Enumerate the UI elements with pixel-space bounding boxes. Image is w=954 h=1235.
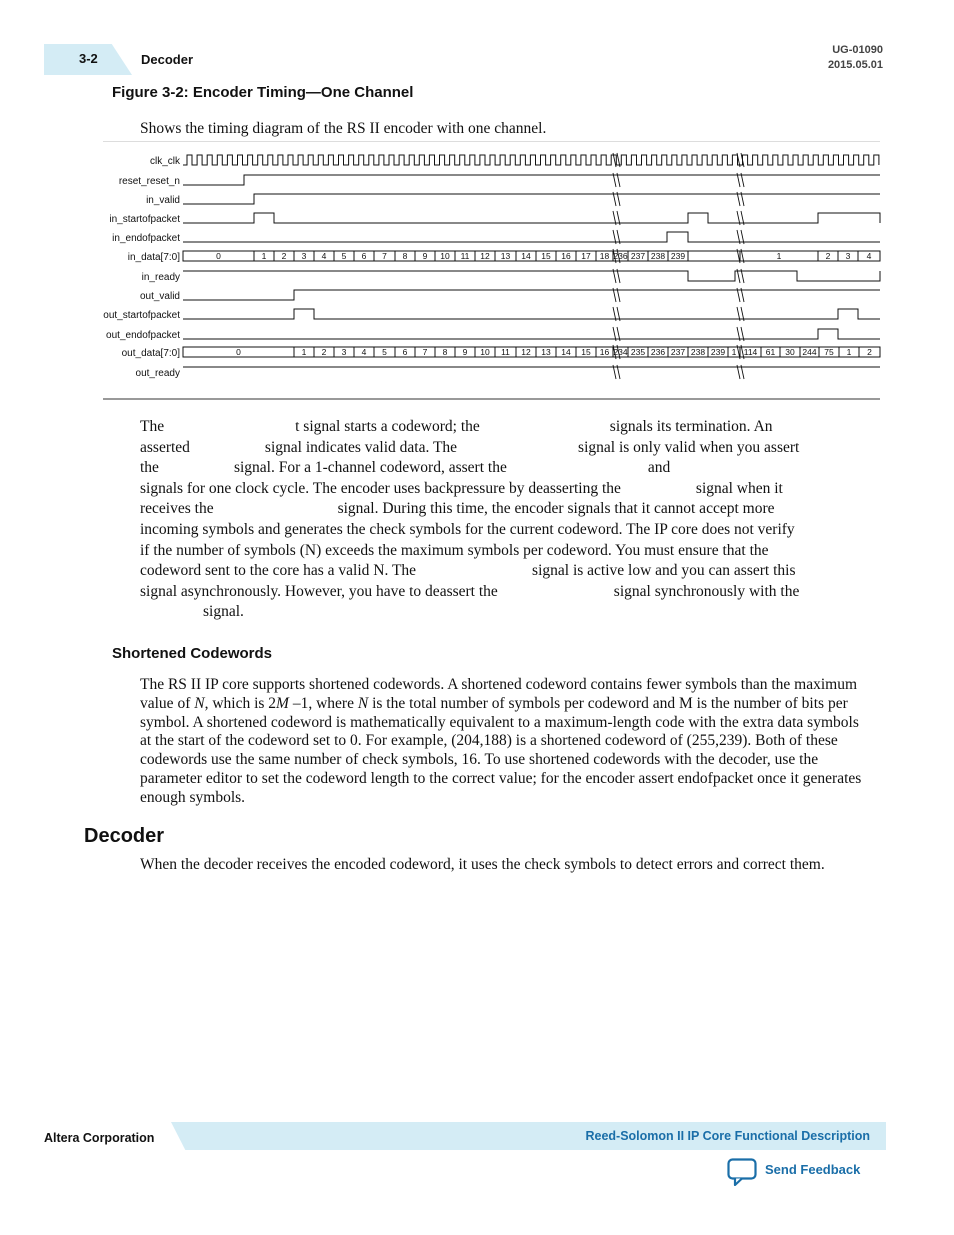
in-data-label: 17 [581, 251, 591, 261]
in-data-label: 16 [561, 251, 571, 261]
signal-label: in_startofpacket [109, 214, 180, 225]
out-data-label: 14 [561, 347, 571, 357]
in-data-label: 1 [776, 251, 782, 261]
signal-label: in_endofpacket [112, 233, 180, 244]
in-data-label: 237 [630, 251, 646, 261]
out-data-label: 4 [361, 347, 367, 357]
p1-line: receives the signal. During this time, the encoder signals that it cannot accept more [140, 500, 775, 518]
p1-line: signals for one clock cycle. The encoder uses backpressure by deasserting the signal when it [140, 479, 783, 497]
in-data-cell [688, 251, 740, 261]
paragraph-encoder-signals [140, 417, 867, 623]
p1-line: the signal. For a 1-channel codeword, assert the and [140, 459, 671, 477]
section-title: Decoder [141, 52, 194, 67]
out-data-label: 235 [630, 347, 646, 357]
signal-label: in_ready [141, 272, 180, 283]
figure-title: Figure 3-2: Encoder Timing—One Channel [112, 84, 414, 101]
in-data-label: 9 [422, 251, 428, 261]
figure-description: Shows the timing diagram of the RS II encoder with one channel. [140, 120, 547, 137]
out-data-label: 5 [382, 347, 387, 357]
waveform-out-valid [183, 290, 880, 300]
p1-line: signal asynchronously. However, you have to deassert the signal synchronously with the [140, 582, 800, 600]
section-number: 3-2 [79, 51, 98, 66]
in-data-label: 4 [866, 251, 872, 261]
in-data-label: 8 [402, 251, 408, 261]
signal-label: out_data[7:0] [121, 348, 180, 359]
out-data-label: 236 [650, 347, 666, 357]
in-data-label: 239 [670, 251, 686, 261]
out-data-label: 0 [236, 347, 241, 357]
out-data-label: 9 [462, 347, 468, 357]
out-data-label: 239 [710, 347, 726, 357]
signal-label: out_endofpacket [106, 330, 180, 341]
signal-label: out_valid [139, 291, 180, 302]
speech-bubble-icon[interactable] [727, 1158, 759, 1186]
in-data-label: 10 [440, 251, 450, 261]
waveform-in-ready [183, 271, 880, 281]
out-data-label: 11 [501, 347, 510, 357]
waveform-in-sop [183, 213, 880, 223]
waveform-in-valid [183, 194, 880, 204]
waveform-out-sop [183, 309, 880, 319]
in-data-label: 1 [261, 251, 267, 261]
signal-label: out_startofpacket [103, 310, 180, 321]
send-feedback-link[interactable]: Send Feedback [765, 1162, 861, 1177]
out-data-label: 114 [743, 347, 758, 357]
paragraph-shortened-codewords: The RS II IP core supports shortened codewords. A shortened codeword contains fewer symbols than the maximum value of N, which is 2M –1, where N is the total number of symbols per codeword and M is the number of bits per symbol. A shortened codeword is mathematically equivalent to a maximum-length code with the extra data symbols at the start of the codeword set to 0. For example, (204,188) is a shortened codeword of (255,239). Both of these codewords use the same number of check symbols, 16. To use shortened codewords with the decoder, use the parameter editor to set the codeword length to the correct value; for the encoder assert endofpacket once it generates enough symbols. [140, 676, 862, 806]
out-data-label: 244 [802, 347, 817, 357]
footer-doc-title[interactable]: Reed-Solomon II IP Core Functional Description [585, 1129, 870, 1143]
in-data-label: 2 [825, 251, 831, 261]
in-data-label: 236 [613, 251, 628, 261]
signal-label: clk_clk [149, 156, 180, 167]
out-data-label: 234 [613, 347, 628, 357]
in-data-label: 2 [281, 251, 287, 261]
in-data-label: 18 [599, 251, 610, 261]
out-data-label: 238 [690, 347, 706, 357]
out-data-label: 237 [670, 347, 686, 357]
in-data-label: 0 [216, 251, 221, 261]
company-name: Altera Corporation [44, 1131, 155, 1145]
p1-line: incoming symbols and generates the check symbols for the current codeword. The IP core does not verify [140, 520, 795, 538]
waveform-in-eop [183, 232, 880, 242]
in-data-label: 15 [541, 251, 551, 261]
in-data-label: 13 [500, 251, 511, 261]
out-data-label: 7 [422, 347, 428, 357]
out-data-label: 16 [599, 347, 610, 357]
p1-line: asserted signal indicates valid data. The signal is only valid when you assert [140, 438, 800, 456]
in-data-label: 3 [845, 251, 851, 261]
in-data-label: 4 [321, 251, 327, 261]
paragraph-decoder: When the decoder receives the encoded codeword, it uses the check symbols to detect errors and correct them. [140, 856, 825, 873]
in-data-label: 7 [382, 251, 387, 261]
out-data-label: 2 [867, 347, 872, 357]
out-data-label: 3 [341, 347, 347, 357]
out-data-label: 12 [521, 347, 531, 357]
out-data-label: 75 [824, 347, 834, 357]
p1-line: signal. [203, 603, 244, 621]
p1-line: The t signal starts a codeword; the signals its termination. An [140, 418, 773, 435]
signal-label: out_ready [135, 368, 180, 379]
in-data-label: 14 [521, 251, 531, 261]
in-data-label: 238 [650, 251, 666, 261]
subsection-title: Shortened Codewords [112, 645, 273, 662]
p1-line: codeword sent to the core has a valid N. The signal is active low and you can assert this [140, 562, 796, 580]
clock-waveform [183, 155, 879, 165]
doc-date: 2015.05.01 [827, 59, 883, 71]
out-data-label: 6 [402, 347, 408, 357]
section-heading-decoder: Decoder [84, 825, 165, 847]
in-data-label: 3 [301, 251, 307, 261]
signal-label: in_data[7:0] [127, 252, 180, 263]
out-data-label: 30 [785, 347, 795, 357]
out-data-label: 1 [731, 347, 737, 357]
doc-info [828, 43, 883, 73]
waveform-reset [183, 175, 880, 185]
out-data-label: 1 [301, 347, 307, 357]
in-data-label: 6 [361, 251, 367, 261]
out-data-label: 1 [846, 347, 852, 357]
p1-line: if the number of symbols (N) exceeds the maximum symbols per codeword. You must ensure that the [140, 541, 769, 559]
out-data-label: 15 [581, 347, 591, 357]
out-data-label: 13 [541, 347, 551, 357]
in-data-label: 5 [341, 251, 347, 261]
out-data-label: 10 [480, 347, 490, 357]
waveform-out-eop [183, 329, 880, 339]
signal-label: in_valid [146, 195, 180, 206]
in-data-label: 12 [480, 251, 490, 261]
out-data-label: 2 [321, 347, 327, 357]
timing-diagram [103, 141, 881, 403]
signal-label: reset_reset_n [118, 176, 180, 187]
doc-id: UG-01090 [832, 44, 883, 56]
out-data-label: 8 [442, 347, 448, 357]
in-data-label: 11 [460, 251, 470, 261]
out-data-label: 61 [765, 347, 776, 357]
